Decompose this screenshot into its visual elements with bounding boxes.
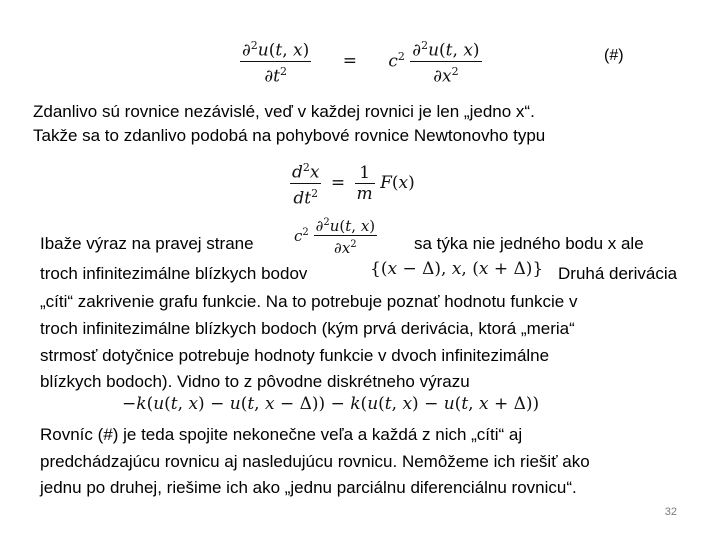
wave-equation: $\frac{\partial^2u(t, x)}{\partial t^2}$ = $c^2$ $\frac{\partial^2u(t, x)}{\partial x^2}$ [240, 36, 482, 86]
three-points-set: {(x − Δ), x, (x + Δ)} [370, 259, 544, 279]
paragraph-2-line-6: blízkych bodoch). Vidno to z pôvodne diskrétneho výrazu [40, 372, 470, 391]
paragraph-3-line-3: jednu po druhej, riešime ich ako „jednu parciálnu diferenciálnu rovnicu“. [40, 478, 577, 497]
paragraph-2-line-4: troch infinitezimálne blízkych bodoch (kým prvá derivácia, ktorá „meria“ [40, 319, 575, 338]
newton-equation: $\frac{d^2x}{dt^2}$ = $\frac{1}{m}$ F(x) [290, 158, 415, 208]
paragraph-2-line-1a: Ibaže výraz na pravej strane [40, 234, 254, 253]
paragraph-2-line-3: „cíti“ zakrivenie grafu funkcie. Na to potrebuje poznať hodnotu funkcie v [40, 292, 578, 311]
equation-label: (#) [604, 47, 624, 64]
discrete-expression: −k(u(t, x) − u(t, x − Δ)) − k(u(t, x) − u(t, x + Δ)) [122, 394, 540, 414]
rhs-expression: $c^2$ $\frac{\partial^2u(t, x)}{\partial x^2}$ [294, 214, 377, 257]
paragraph-1-line-2: Takže sa to zdanlivo podobá na pohybové rovnice Newtonovho typu [33, 126, 546, 145]
paragraph-1-line-1: Zdanlivo sú rovnice nezávislé, veď v každej rovnici je len „jedno x“. [33, 102, 535, 121]
page-number: 32 [664, 506, 677, 518]
paragraph-2-line-1b: sa týka nie jedného bodu x ale [414, 234, 644, 253]
paragraph-2-line-2b: Druhá derivácia [558, 264, 678, 283]
paragraph-2-line-2a: troch infinitezimálne blízkych bodov [40, 264, 308, 283]
paragraph-3-line-1: Rovníc (#) je teda spojite nekonečne veľa a každá z nich „cíti“ aj [40, 425, 523, 444]
paragraph-3-line-2: predchádzajúcu rovnicu aj nasledujúcu rovnicu. Nemôžeme ich riešiť ako [40, 452, 590, 471]
paragraph-2-line-5: strmosť dotyčnice potrebuje hodnoty funkcie v dvoch infinitezimálne [40, 346, 550, 365]
